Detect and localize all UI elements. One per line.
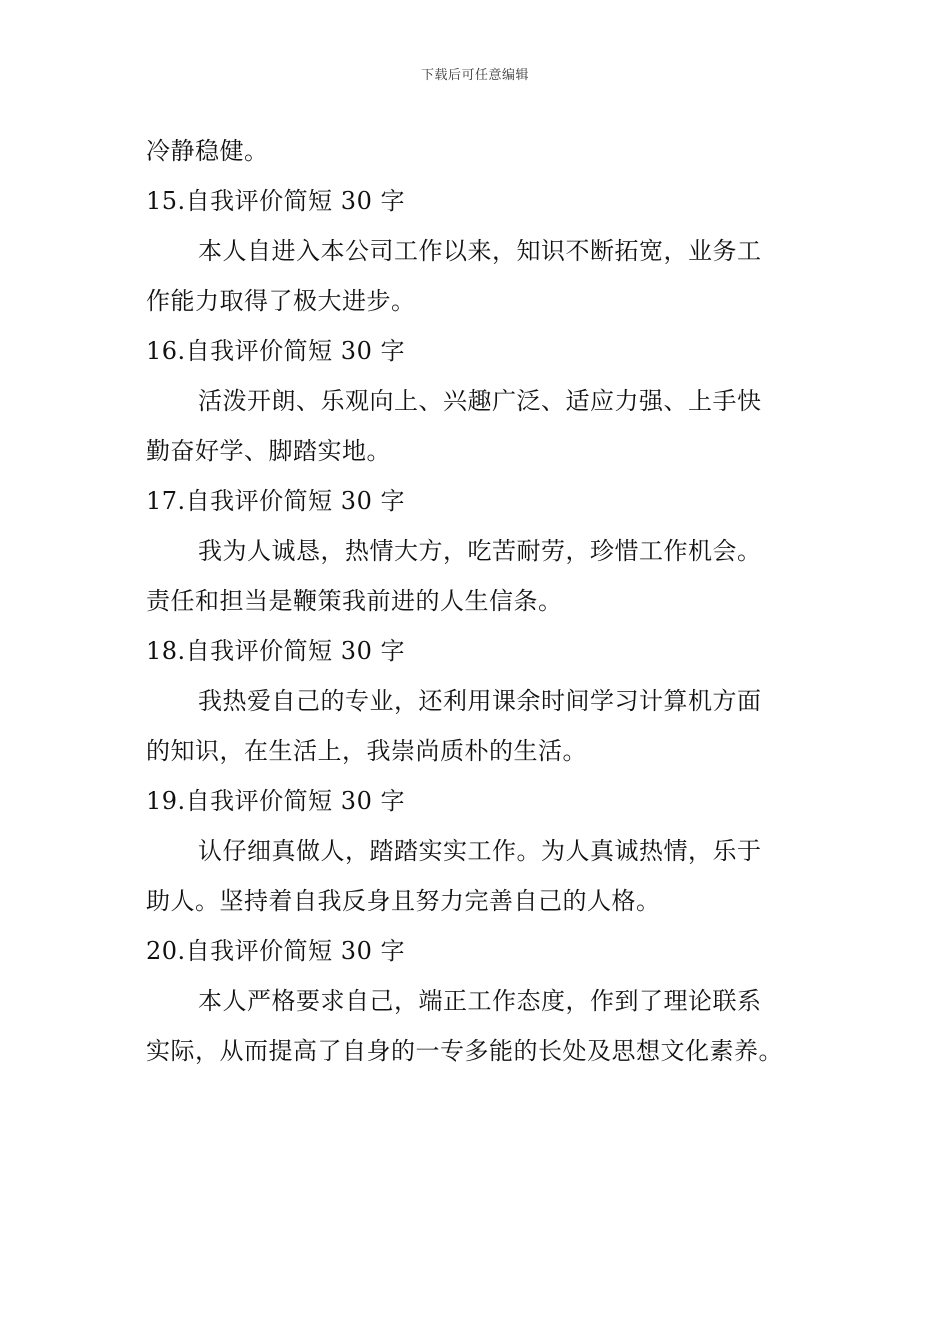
section-heading: 15.自我评价简短 30 字 (146, 187, 405, 215)
section-heading: 18.自我评价简短 30 字 (146, 637, 405, 665)
paragraph-line: 助人。坚持着自我反身且努力完善自己的人格。 (146, 887, 661, 915)
section-heading: 17.自我评价简短 30 字 (146, 487, 405, 515)
paragraph-line: 的知识，在生活上，我崇尚质朴的生活。 (146, 737, 587, 765)
paragraph-line: 实际，从而提高了自身的一专多能的长处及思想文化素养。 (146, 1037, 783, 1065)
paragraph-line: 勤奋好学、脚踏实地。 (146, 437, 391, 465)
page-header-note: 下载后可任意编辑 (420, 68, 529, 83)
paragraph-line: 本人严格要求自己，端正工作态度，作到了理论联系 (198, 987, 762, 1015)
section-heading: 16.自我评价简短 30 字 (146, 337, 405, 365)
paragraph-line: 本人自进入本公司工作以来，知识不断拓宽，业务工 (198, 237, 762, 265)
paragraph-line: 责任和担当是鞭策我前进的人生信条。 (146, 587, 563, 615)
document-body (146, 126, 808, 1076)
section-heading: 19.自我评价简短 30 字 (146, 787, 405, 815)
paragraph-line: 我热爱自己的专业，还利用课余时间学习计算机方面 (198, 687, 762, 715)
paragraph-line: 作能力取得了极大进步。 (146, 287, 416, 315)
section-heading: 20.自我评价简短 30 字 (146, 937, 405, 965)
paragraph-line: 冷静稳健。 (146, 137, 269, 165)
paragraph-line: 我为人诚恳，热情大方，吃苦耐劳，珍惜工作机会。 (198, 537, 762, 565)
paragraph-line: 认仔细真做人，踏踏实实工作。为人真诚热情，乐于 (198, 837, 762, 865)
paragraph-line: 活泼开朗、乐观向上、兴趣广泛、适应力强、上手快 (198, 387, 762, 415)
